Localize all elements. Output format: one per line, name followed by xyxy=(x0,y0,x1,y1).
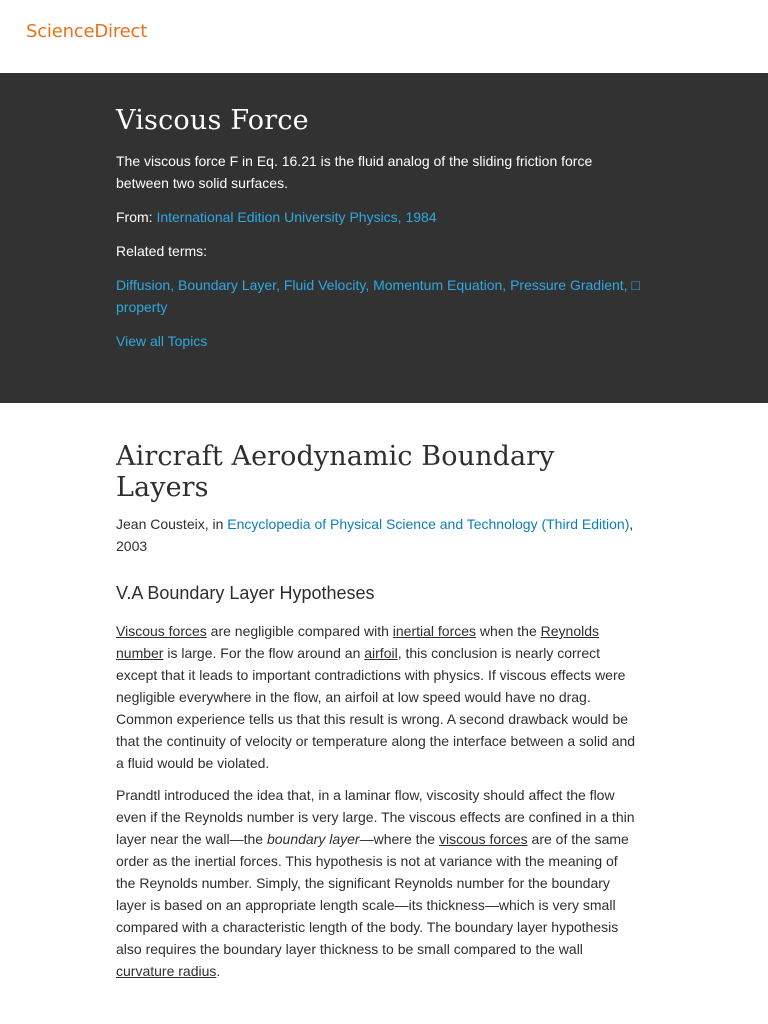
paragraph-text: . xyxy=(216,963,221,979)
related-term-link[interactable]: □ property xyxy=(116,277,640,315)
paragraph-text: are of the same order as the inertial forces. This hypothesis is not at variance with the meaning of the Reynolds number. Simply, the significant Reynolds number for the boundary layer is based on an appropriate length scale—its thickness—which is very small compared with a characteristic length of the body. The boundary layer hypothesis also requires the boundary layer thickness to be small compared to the wall xyxy=(116,831,629,957)
author-name: Jean Cousteix xyxy=(116,516,205,532)
paragraph-text: , this conclusion is nearly correct except that it leads to important contradictions with physics. If viscous effects were negligible everywhere in the flow, an airfoil at low speed would have no drag. Common experience tells us that this result is wrong. A second drawback would be that the continuity of velocity or temperature along the interface between a solid and a fluid would be violated. xyxy=(116,645,636,771)
from-label: From: xyxy=(116,209,157,225)
term-separator: , xyxy=(623,277,632,293)
encyclopedia-link[interactable]: Encyclopedia of Physical Science and Technology (Third Edition) xyxy=(227,516,630,532)
inline-term-link[interactable]: viscous forces xyxy=(438,831,528,847)
term-separator: , xyxy=(502,277,511,293)
related-terms-label: Related terms: xyxy=(116,243,208,259)
section-title: V.A Boundary Layer Hypotheses xyxy=(116,583,375,603)
paragraph-2 xyxy=(116,784,641,982)
topic-title: Viscous Force xyxy=(116,105,309,136)
view-all-topics-link[interactable]: View all Topics xyxy=(116,333,208,349)
inline-term-link[interactable]: Reynolds number xyxy=(116,623,600,661)
inline-term-link[interactable]: airfoil xyxy=(364,645,398,661)
paragraph-text: are negligible compared with xyxy=(206,623,393,639)
term-separator: , xyxy=(276,277,284,293)
related-term-link[interactable]: Pressure Gradient xyxy=(510,277,624,293)
topic-source xyxy=(116,206,646,228)
related-term-link[interactable]: Fluid Velocity xyxy=(283,277,366,293)
article xyxy=(0,403,641,982)
related-term-link[interactable]: Boundary Layer xyxy=(178,277,277,293)
paragraph-text: when the xyxy=(476,623,541,639)
paragraph-text: Prandtl introduced the idea that, in a laminar flow, viscosity should affect the flow even if the Reynolds number is very large. The viscous effects are confined in a thin layer near the wall—the xyxy=(116,787,635,847)
inline-term-link[interactable]: inertial forces xyxy=(392,623,477,639)
term-separator: , xyxy=(365,277,374,293)
paragraph-text: is large. For the flow around an xyxy=(163,645,365,661)
sciencedirect-logo[interactable]: ScienceDirect xyxy=(26,21,148,42)
related-term-link[interactable]: Diffusion xyxy=(116,277,171,293)
paragraph-text: —where the xyxy=(359,831,439,847)
emphasis-text: boundary layer xyxy=(266,831,360,847)
topic-panel xyxy=(0,73,768,403)
top-bar xyxy=(0,0,768,73)
inline-term-link[interactable]: Viscous forces xyxy=(116,623,207,639)
related-terms-list xyxy=(116,274,646,318)
article-year: , 2003 xyxy=(116,516,634,554)
article-title: Aircraft Aerodynamic Boundary Layers xyxy=(116,441,555,503)
paragraph-1 xyxy=(116,620,641,774)
article-byline xyxy=(116,513,641,557)
source-link[interactable]: International Edition University Physics, 1984 xyxy=(156,209,437,225)
byline-in: , in xyxy=(204,516,228,532)
inline-term-link[interactable]: curvature radius xyxy=(116,963,217,979)
related-term-link[interactable]: Momentum Equation xyxy=(373,277,503,293)
term-separator: , xyxy=(170,277,178,293)
topic-definition: The viscous force F in Eq. 16.21 is the fluid analog of the sliding friction force between two solid surfaces. xyxy=(116,153,593,191)
